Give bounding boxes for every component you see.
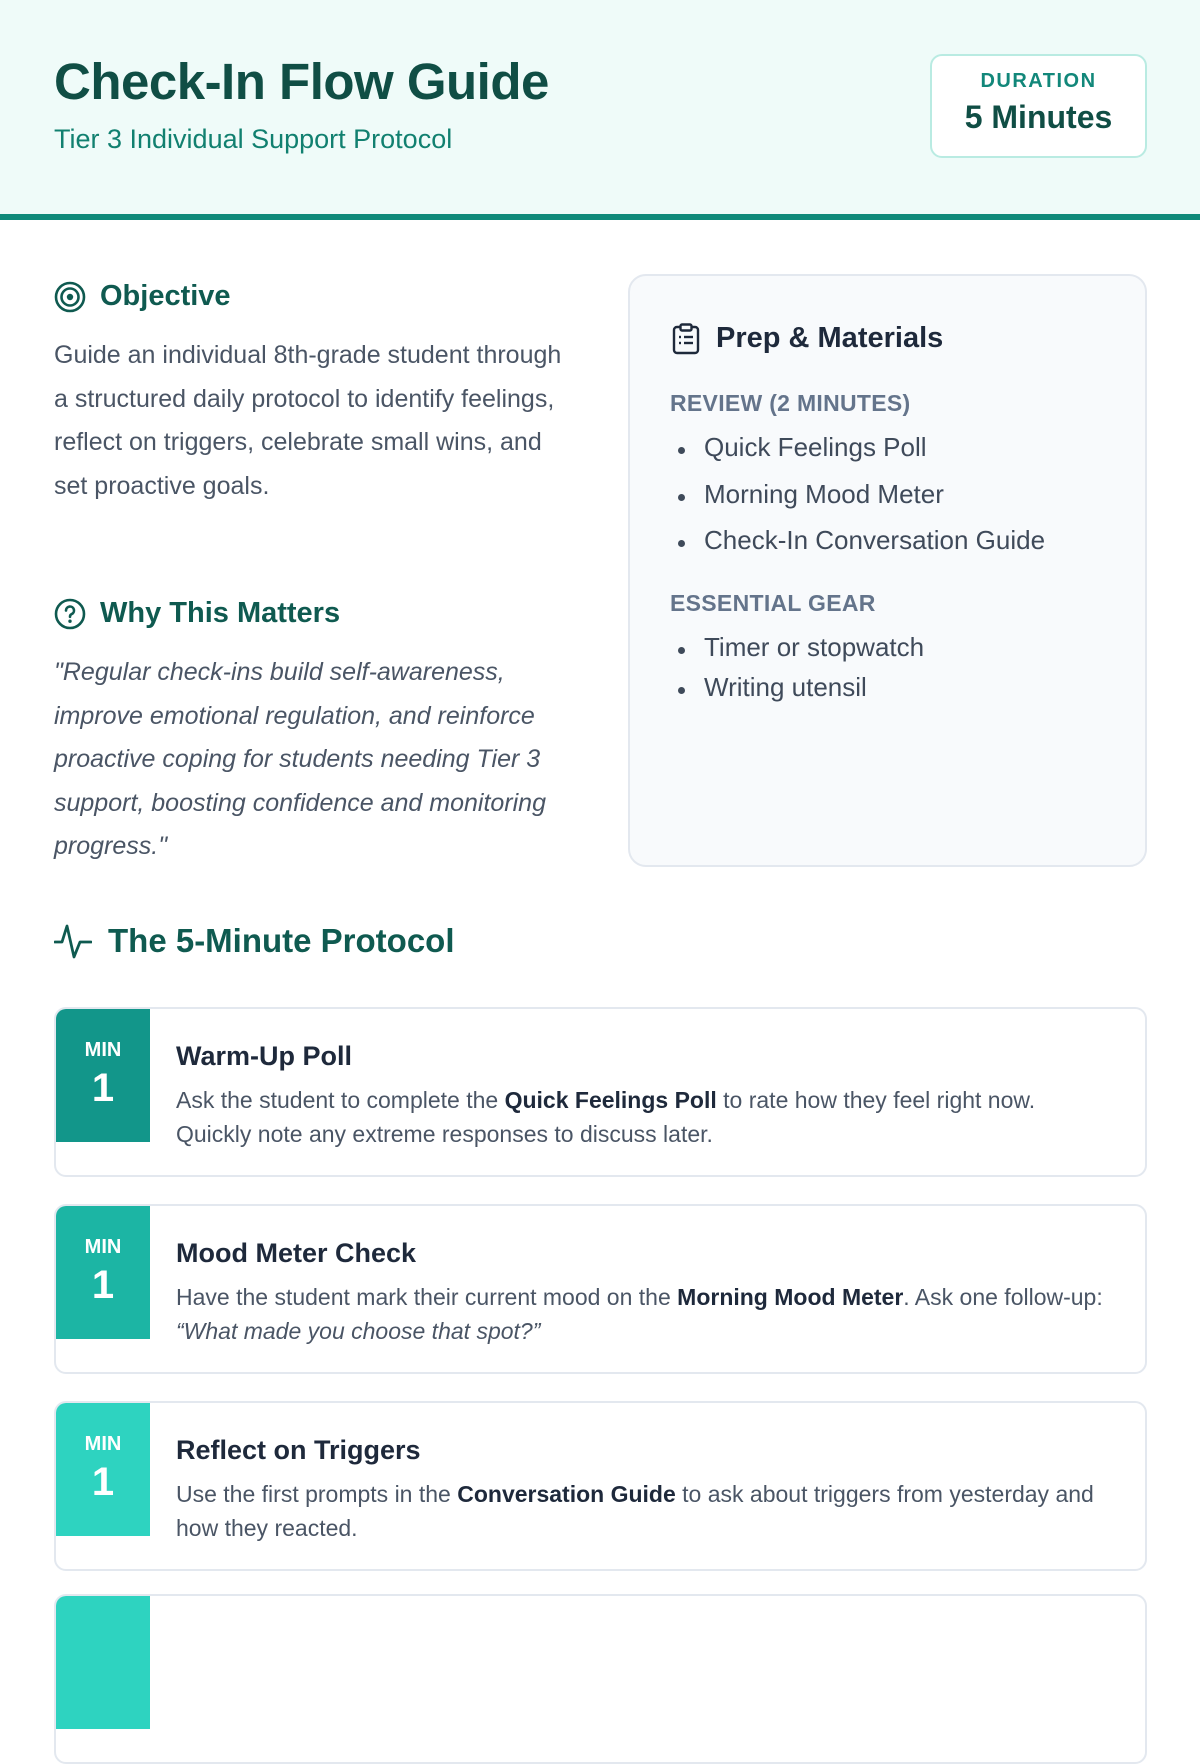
step-description [176,1280,1105,1348]
protocol-step-card-partial [54,1594,1147,1764]
step-minute-badge [56,1403,150,1536]
protocol-step-card [54,1401,1147,1571]
prep-materials-card [628,274,1147,867]
step-text-emphasis: Conversation Guide [457,1481,676,1507]
objective-section-heading [54,280,231,313]
step-text-emphasis: Quick Feelings Poll [504,1087,717,1113]
page-title: Check-In Flow Guide [54,53,549,110]
prep-title-row [672,322,943,355]
review-list [670,432,1045,572]
prep-title: Prep & Materials [716,322,944,354]
review-item: Quick Feelings Poll [670,432,1045,479]
review-item: Check-In Conversation Guide [670,525,1045,572]
step-text-part: . Ask one follow-up: [903,1284,1103,1310]
step-text-part: Ask the student to complete the [176,1087,505,1113]
target-icon [54,281,86,313]
page-subtitle: Tier 3 Individual Support Protocol [54,124,453,154]
clipboard-icon [672,323,700,355]
step-title: Reflect on Triggers [176,1435,421,1465]
step-min-value: 1 [91,1263,115,1307]
protocol-step-card [54,1007,1147,1177]
activity-pulse-icon [54,922,92,960]
duration-label: DURATION [980,70,1097,92]
step-text-quote: “What made you choose that spot?” [176,1318,541,1344]
step-min-label: MIN [84,1236,122,1258]
step-text-part: Have the student mark their current mood on the [176,1284,678,1310]
step-min-value: 1 [91,1066,115,1110]
step-min-value: 1 [91,1460,115,1504]
review-heading: REVIEW (2 MINUTES) [670,390,911,416]
question-icon [54,598,86,630]
review-item: Morning Mood Meter [670,479,1045,526]
duration-badge [930,54,1147,158]
protocol-section-heading [54,922,455,960]
step-minute-badge [56,1596,150,1729]
step-description [176,1083,1105,1151]
step-minute-badge [56,1009,150,1142]
step-text-part: Use the first prompts in the [176,1481,458,1507]
step-description [176,1477,1105,1545]
why-quote: "Regular check-ins build self-awareness, improve emotional regulation, and reinforce proactive coping for students needing Tier 3 support, boosting confidence and monitoring progress." [54,658,546,860]
gear-heading: ESSENTIAL GEAR [670,590,876,616]
why-heading: Why This Matters [100,597,341,629]
step-text-part: to ask about triggers from yesterday and how they reacted. [176,1481,1094,1541]
gear-item: Timer or stopwatch [670,632,924,672]
gear-item: Writing utensil [670,672,924,712]
step-min-label: MIN [84,1039,122,1061]
why-section-heading [54,597,340,630]
step-minute-badge [56,1206,150,1339]
protocol-step-card [54,1204,1147,1374]
objective-text: Guide an individual 8th-grade student through a structured daily protocol to identify feelings, reflect on triggers, celebrate small wins, and set proactive goals. [54,341,562,500]
objective-heading: Objective [100,280,231,312]
page-header [0,0,1200,220]
protocol-heading: The 5-Minute Protocol [108,922,455,959]
step-min-label: MIN [84,1433,122,1455]
gear-list [670,632,924,712]
step-text-part: to rate how they feel right now. Quickly note any extreme responses to discuss later. [176,1087,1036,1147]
duration-value: 5 Minutes [964,99,1113,135]
step-text-emphasis: Morning Mood Meter [677,1284,904,1310]
step-title: Mood Meter Check [176,1238,417,1268]
step-title: Warm-Up Poll [176,1041,353,1071]
